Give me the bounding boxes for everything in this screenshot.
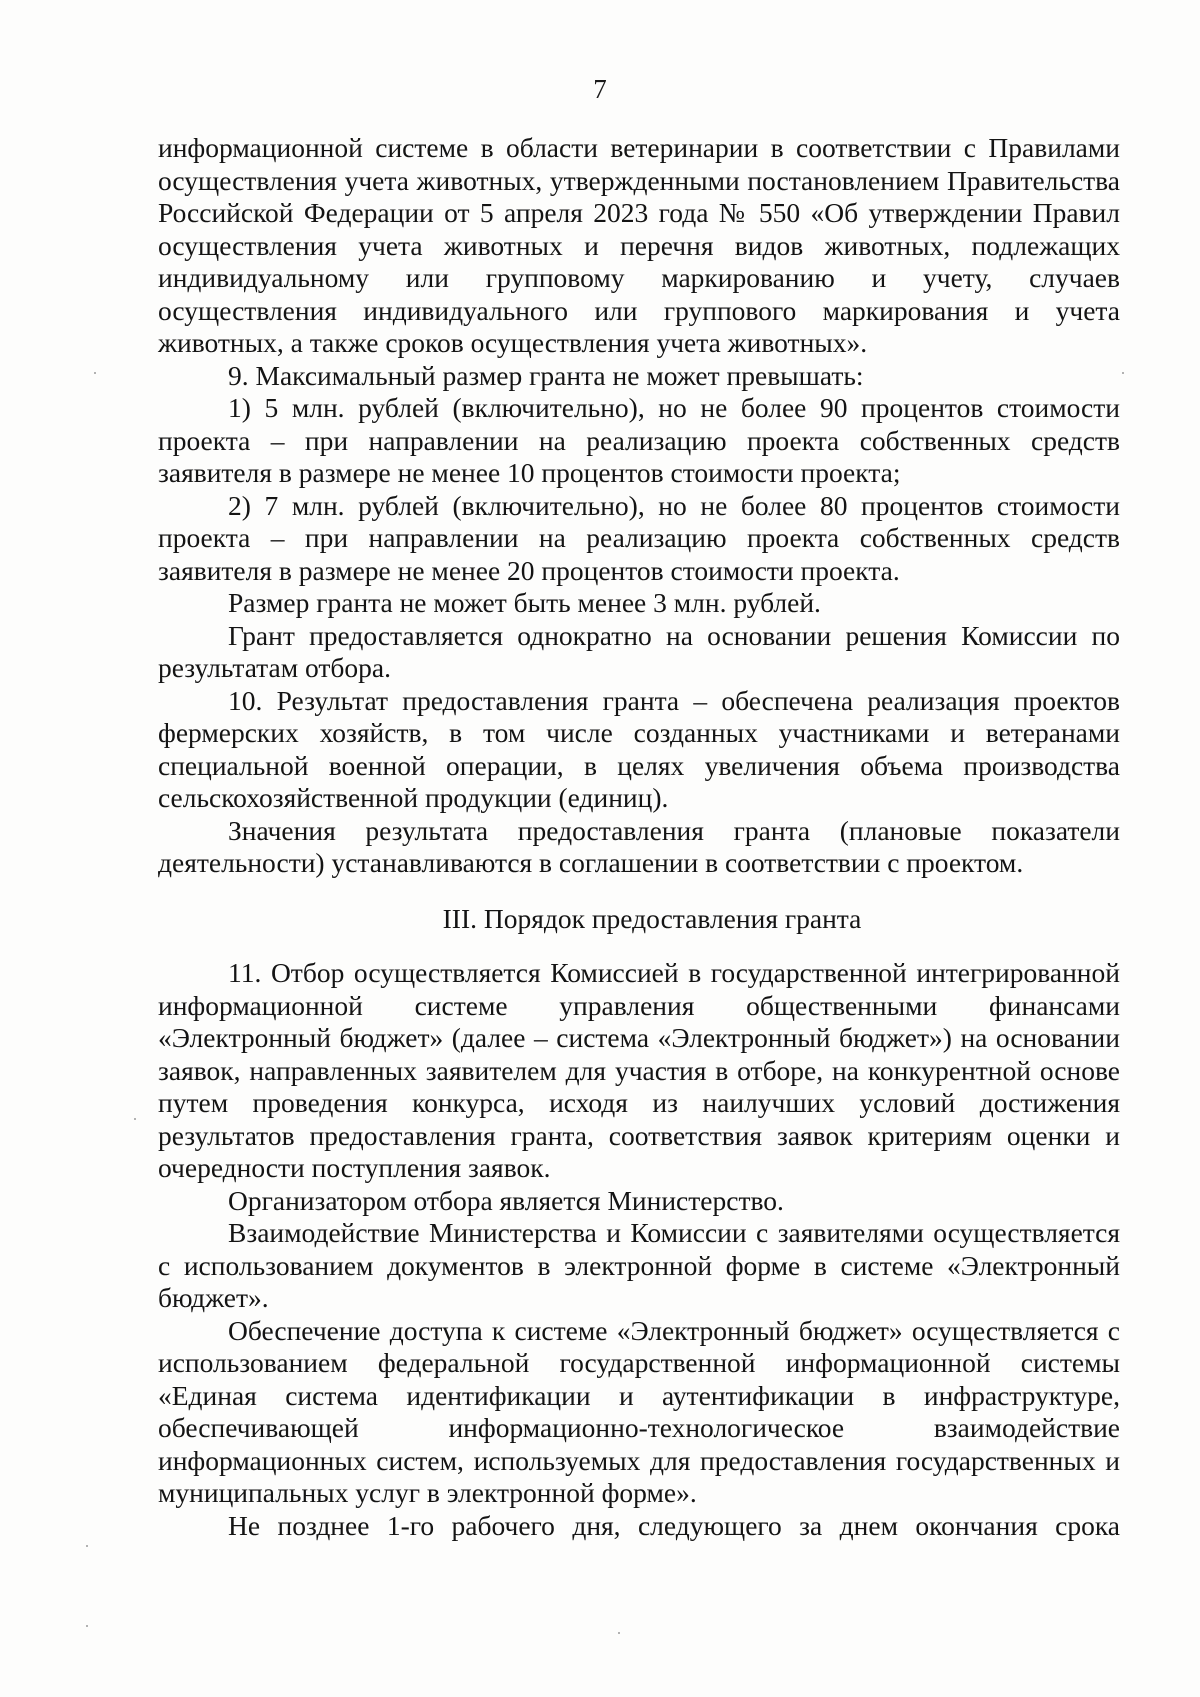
paragraph-11-deadline: Не позднее 1-го рабочего дня, следующего за днем окончания срока [228, 1509, 1120, 1541]
scan-speck [134, 1118, 136, 1120]
paragraph-11: 11. Отбор осуществляется Комиссией в государственной интегрированной информационной системе управления общественными финансами «Электронный бюджет» (далее – система «Электронный бюджет») на основании заявок, направленных заявителем для участия в отборе, на конкурентной основе путем проведения конкурса, исходя из наилучших условий достижения результатов предоставления гранта, соответствия заявок критериям оценки и очередности поступления заявок. [158, 957, 1120, 1183]
section-heading: III. Порядок предоставления гранта [442, 902, 862, 934]
paragraph-9-minimum: Размер гранта не может быть менее 3 млн. рублей. [228, 587, 821, 618]
paragraph-11-access: Обеспечение доступа к системе «Электронный бюджет» осуществляется с использованием федеральной государственной информационной системы «Единая система идентификации и аутентификации в инфраструктуре, обеспечивающей информационно-технологическое взаимодействие информационных систем, используемых для предоставления государственных и муниципальных услуг в электронной форме». [158, 1314, 1120, 1508]
page-number: 7 [593, 74, 607, 104]
scan-speck [1122, 372, 1124, 374]
paragraph-9-item-1: 1) 5 млн. рублей (включительно), но не более 90 процентов стоимости проекта – при направлении на реализацию проекта собственных средств заявителя в размере не менее 10 процентов стоимости проекта; [158, 392, 1120, 488]
scan-speck [86, 1625, 88, 1627]
paragraph-11-organizer: Организатором отбора является Министерство. [228, 1184, 784, 1216]
paragraph-9: 9. Максимальный размер гранта не может превышать: [228, 359, 864, 391]
document-body [158, 132, 1120, 1542]
paragraph-10-values: Значения результата предоставления гранта (плановые показатели деятельности) устанавливаются в соглашении в соответствии с проектом. [158, 814, 1120, 878]
paragraph-9-once: Грант предоставляется однократно на основании решения Комиссии по результатам отбора. [158, 619, 1120, 683]
paragraph-10: 10. Результат предоставления гранта – обеспечена реализация проектов фермерских хозяйств, в том числе созданных участниками и ветеранами специальной военной операции, в целях увеличения объема производства сельскохозяйственной продукции (единиц). [158, 684, 1120, 813]
scan-speck [618, 1632, 620, 1634]
paragraph-11-interaction: Взаимодействие Министерства и Комиссии с заявителями осуществляется с использованием документов в электронной форме в системе «Электронный бюджет». [158, 1217, 1120, 1313]
scan-speck [94, 372, 96, 374]
paragraph-intro-continuation: информационной системе в области ветеринарии в соответствии с Правилами осуществления учета животных, утвержденными постановлением Правительства Российской Федерации от 5 апреля 2023 года № 550 «Об утверждении Правил осуществления учета животных и перечня видов животных, подлежащих индивидуальному или групповому маркированию и учету, случаев осуществления индивидуального или группового маркирования и учета животных, а также сроков осуществления учета животных». [158, 132, 1120, 358]
paragraph-9-item-2: 2) 7 млн. рублей (включительно), но не более 80 процентов стоимости проекта – при направлении на реализацию проекта собственных средств заявителя в размере не менее 20 процентов стоимости проекта. [158, 489, 1120, 586]
scan-speck [86, 1545, 88, 1547]
